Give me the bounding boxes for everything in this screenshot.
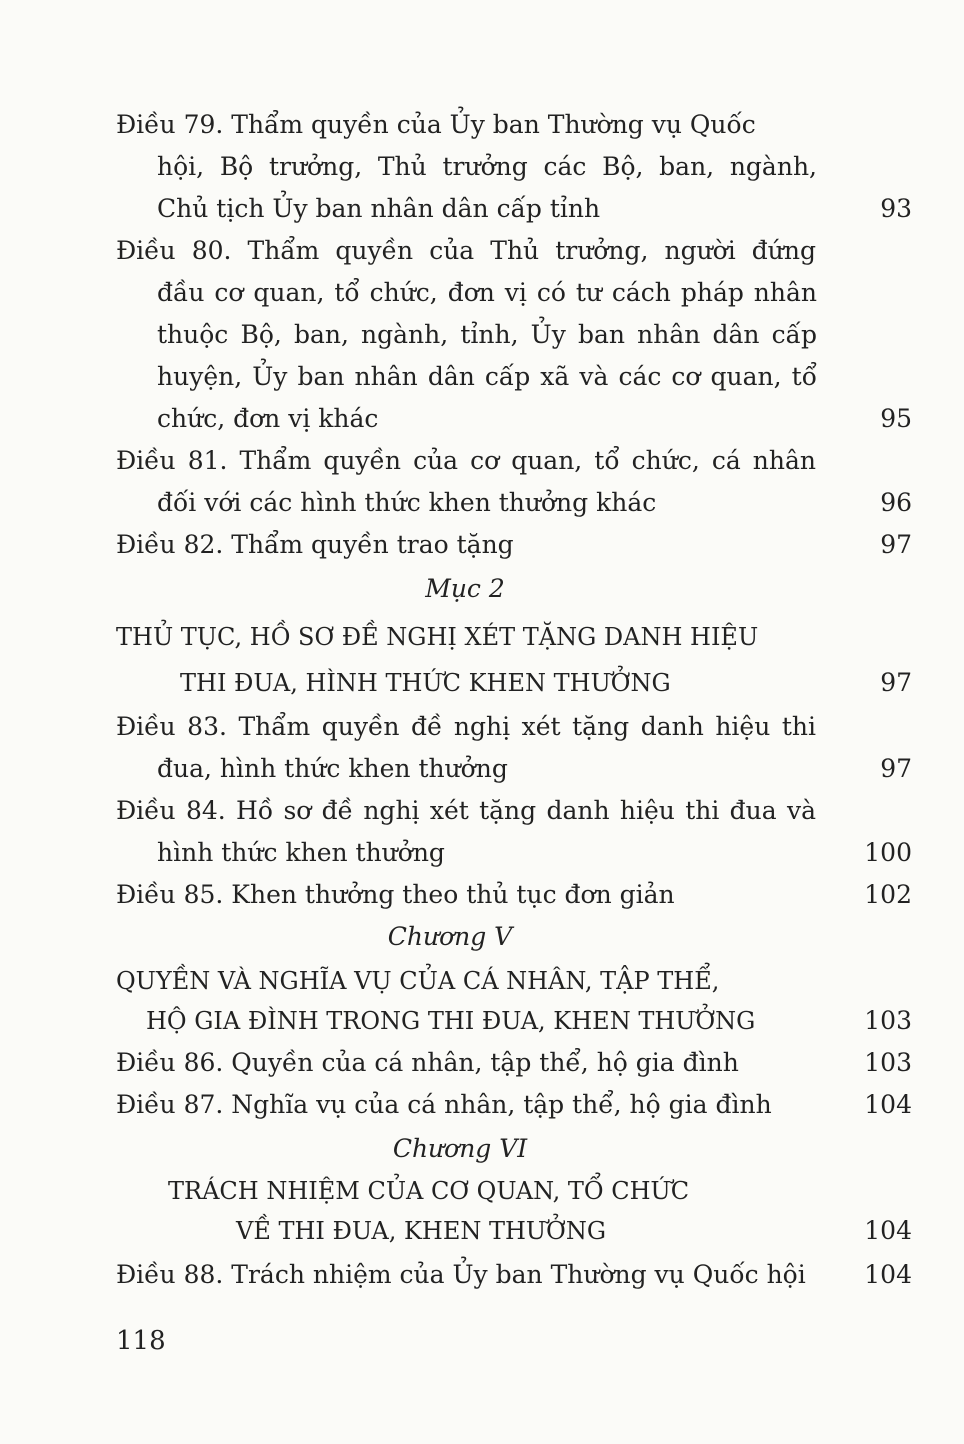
toc-entry-text: đối với các hình thức khen thưởng khác <box>157 488 657 517</box>
toc-entry-page: 103 <box>864 1048 912 1077</box>
toc-entry <box>0 146 964 188</box>
toc-entry-text: hình thức khen thưởng <box>157 838 445 867</box>
toc-entry-text: Chủ tịch Ủy ban nhân dân cấp tỉnh <box>157 194 601 223</box>
toc-entry-page: 96 <box>880 488 912 517</box>
toc-entry-text: Điều 85. Khen thưởng theo thủ tục đơn giản <box>116 880 675 909</box>
toc-entry <box>0 916 964 958</box>
toc-entry <box>0 482 964 524</box>
toc-entry-text: Điều 81. Thẩm quyền của cơ quan, tổ chức, cá nhân <box>116 446 816 475</box>
toc-entry <box>0 1128 964 1170</box>
toc-entry-page: 95 <box>880 404 912 433</box>
toc-entry-text: hội, Bộ trưởng, Thủ trưởng các Bộ, ban, ngành, <box>157 152 817 181</box>
page-number: 118 <box>116 1326 166 1356</box>
toc-entry <box>0 790 964 832</box>
toc-entry <box>0 1170 964 1212</box>
toc-entry-page: 93 <box>880 194 912 223</box>
toc-entry <box>0 524 964 566</box>
toc-entry <box>0 960 964 1002</box>
toc-entry <box>0 230 964 272</box>
toc-entry <box>0 104 964 146</box>
toc-entry-text: Chương V <box>387 922 513 951</box>
toc-entry-text: thuộc Bộ, ban, ngành, tỉnh, Ủy ban nhân dân cấp <box>157 320 817 349</box>
toc-entry <box>0 398 964 440</box>
toc-entry <box>0 1210 964 1252</box>
toc-entry-page: 97 <box>880 530 912 559</box>
toc-entry-page: 104 <box>864 1090 912 1119</box>
toc-entry-text: Điều 83. Thẩm quyền đề nghị xét tặng danh hiệu thi <box>116 712 816 741</box>
toc-entry <box>0 356 964 398</box>
toc-entry-page: 103 <box>864 1006 912 1035</box>
toc-entry <box>0 706 964 748</box>
toc-entry-text: HỘ GIA ĐÌNH TRONG THI ĐUA, KHEN THƯỞNG <box>146 1007 756 1035</box>
toc-entry-text: Điều 84. Hồ sơ đề nghị xét tặng danh hiệu thi đua và <box>116 796 816 825</box>
toc-entry-text: đầu cơ quan, tổ chức, đơn vị có tư cách pháp nhân <box>157 278 817 307</box>
toc-entry-text: THI ĐUA, HÌNH THỨC KHEN THƯỞNG <box>180 669 671 697</box>
toc-entry-text: Điều 87. Nghĩa vụ của cá nhân, tập thể, hộ gia đình <box>116 1090 772 1119</box>
toc-entry <box>0 1254 964 1296</box>
toc-entry-text: Điều 82. Thẩm quyền trao tặng <box>116 530 514 559</box>
toc-entry-text: Điều 86. Quyền của cá nhân, tập thể, hộ gia đình <box>116 1048 739 1077</box>
toc-entry <box>0 188 964 230</box>
toc-entry-text: chức, đơn vị khác <box>157 404 379 433</box>
toc-entry-page: 97 <box>880 668 912 697</box>
toc-entry-text: đua, hình thức khen thưởng <box>157 754 508 783</box>
toc-entry-page: 100 <box>864 838 912 867</box>
toc-entry <box>0 440 964 482</box>
toc-entry-text: huyện, Ủy ban nhân dân cấp xã và các cơ quan, tổ <box>157 362 817 391</box>
toc-entry-text: Điều 88. Trách nhiệm của Ủy ban Thường vụ Quốc hội <box>116 1260 806 1289</box>
toc-entry <box>0 568 964 610</box>
toc-entry-text: Điều 80. Thẩm quyền của Thủ trưởng, người đứng <box>116 236 816 265</box>
toc-entry-page: 97 <box>880 754 912 783</box>
toc-entry <box>0 874 964 916</box>
toc-entry <box>0 1042 964 1084</box>
toc-entry <box>0 314 964 356</box>
toc-entry-text: Điều 79. Thẩm quyền của Ủy ban Thường vụ Quốc <box>116 110 756 139</box>
toc-entry <box>0 832 964 874</box>
toc-entry-text: Chương VI <box>392 1134 528 1163</box>
toc-entry-text: QUYỀN VÀ NGHĨA VỤ CỦA CÁ NHÂN, TẬP THỂ, <box>116 967 720 995</box>
toc-entry <box>0 1000 964 1042</box>
toc-entry-text: VỀ THI ĐUA, KHEN THƯỞNG <box>236 1217 606 1245</box>
toc-entry <box>0 616 964 658</box>
toc-entry <box>0 1084 964 1126</box>
toc-entry-text: Mục 2 <box>425 574 505 603</box>
toc-entry <box>0 748 964 790</box>
toc-entry-page: 102 <box>864 880 912 909</box>
toc-entry <box>0 272 964 314</box>
toc-entry <box>0 662 964 704</box>
toc-entry-text: TRÁCH NHIỆM CỦA CƠ QUAN, TỔ CHỨC <box>168 1177 690 1205</box>
toc-entry-page: 104 <box>864 1260 912 1289</box>
toc-entry-text: THỦ TỤC, HỒ SƠ ĐỀ NGHỊ XÉT TẶNG DANH HIỆU <box>116 623 759 651</box>
toc-entry-page: 104 <box>864 1216 912 1245</box>
